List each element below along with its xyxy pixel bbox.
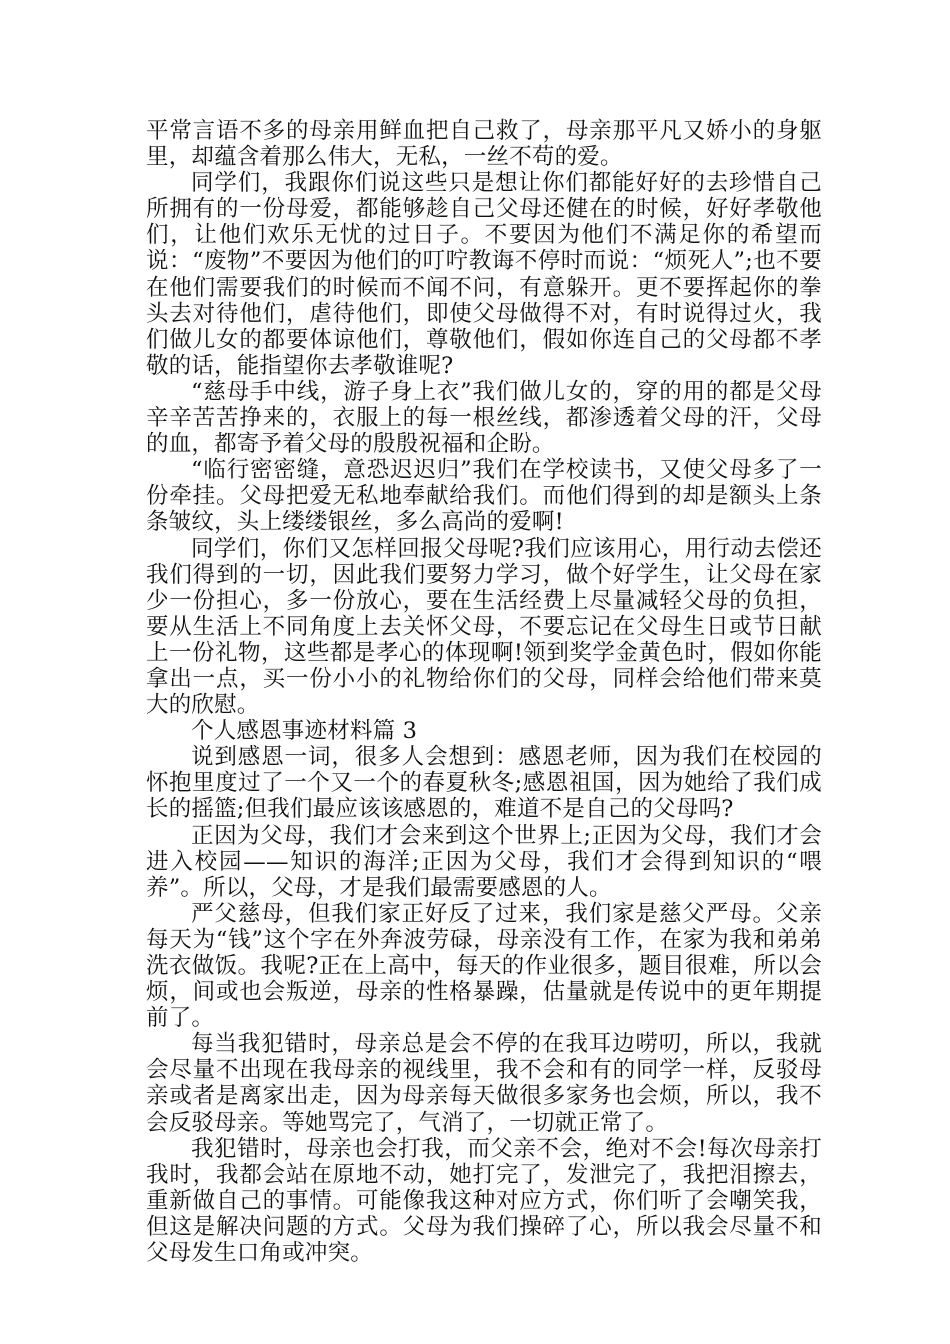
paragraph: “临行密密缝，意恐迟迟归”我们在学校读书，又使父母多了一份牵挂。父母把爱无私地奉献给我们。而他们得到的却是额头上条条皱纹，头上缕缕银丝，多么高尚的爱啊!	[146, 457, 822, 536]
paragraph: 严父慈母，但我们家正好反了过来，我们家是慈父严母。父亲每天为“钱”这个字在外奔波劳碌，母亲没有工作，在家为我和弟弟洗衣做饭。我呢?正在上高中，每天的作业很多，题目很难，所以会烦，间或也会叛逆，母亲的性格暴躁，估量就是传说中的更年期提前了。	[146, 900, 822, 1032]
paragraph: 同学们，你们又怎样回报父母呢?我们应该用心，用行动去偿还我们得到的一切，因此我们要努力学习，做个好学生，让父母在家少一份担心，多一份放心，要在生活经费上尽量减轻父母的负担，要从生活上不同角度上去关怀父母，不要忘记在父母生日或节日献上一份礼物，这些都是孝心的体现啊!领到奖学金黄色时，假如你能拿出一点，买一份小小的礼物给你们的父母，同样会给他们带来莫大的欣慰。	[146, 535, 822, 719]
paragraph: 我犯错时，母亲也会打我，而父亲不会，绝对不会!每次母亲打我时，我都会站在原地不动，她打完了，发泄完了，我把泪擦去，重新做自己的事情。可能像我这种对应方式，你们听了会嘲笑我，但这是解决问题的方式。父母为我们操碎了心，所以我会尽量不和父母发生口角或冲突。	[146, 1135, 822, 1267]
paragraph: 同学们，我跟你们说这些只是想让你们都能好好的去珍惜自己所拥有的一份母爱，都能够趁自己父母还健在的时候，好好孝敬他们，让他们欢乐无忧的过日子。不要因为他们不满足你的希望而说：“废物”不要因为他们的叮咛教诲不停时而说：“烦死人”;也不要在他们需要我们的时候而不闻不问，有意躲开。更不要挥起你的拳头去对待他们，虐待他们，即使父母做得不对，有时说得过火，我们做儿女的都要体谅他们，尊敬他们，假如你连自己的父母都不孝敬的话，能指望你去孝敬谁呢?	[146, 170, 822, 379]
paragraph: 每当我犯错时，母亲总是会不停的在我耳边唠叨，所以，我就会尽量不出现在我母亲的视线里，我不会和有的同学一样，反驳母亲或者是离家出走，因为母亲每天做很多家务也会烦，所以，我不会反驳母亲。等她骂完了，气消了，一切就正常了。	[146, 1031, 822, 1136]
paragraph: “慈母手中线，游子身上衣”我们做儿女的，穿的用的都是父母辛辛苦苦挣来的，衣服上的每一根丝线，都渗透着父母的汗，父母的血，都寄予着父母的殷殷祝福和企盼。	[146, 378, 822, 458]
paragraph-continued: 平常言语不多的母亲用鲜血把自己救了，母亲那平凡又娇小的身躯里，却蕴含着那么伟大，无私，一丝不苟的爱。	[146, 118, 822, 171]
paragraph: 说到感恩一词，很多人会想到：感恩老师，因为我们在校园的怀抱里度过了一个又一个的春夏秋冬;感恩祖国，因为她给了我们成长的摇篮;但我们最应该该感恩的，难道不是自己的父母吗?	[146, 744, 822, 823]
document-page	[146, 118, 822, 1266]
section-title: 个人感恩事迹材料篇 3	[191, 718, 418, 745]
paragraph: 正因为父母，我们才会来到这个世界上;正因为父母，我们才会进入校园——知识的海洋;正因为父母，我们才会得到知识的“喂养”。所以，父母，才是我们最需要感恩的人。	[146, 822, 822, 901]
